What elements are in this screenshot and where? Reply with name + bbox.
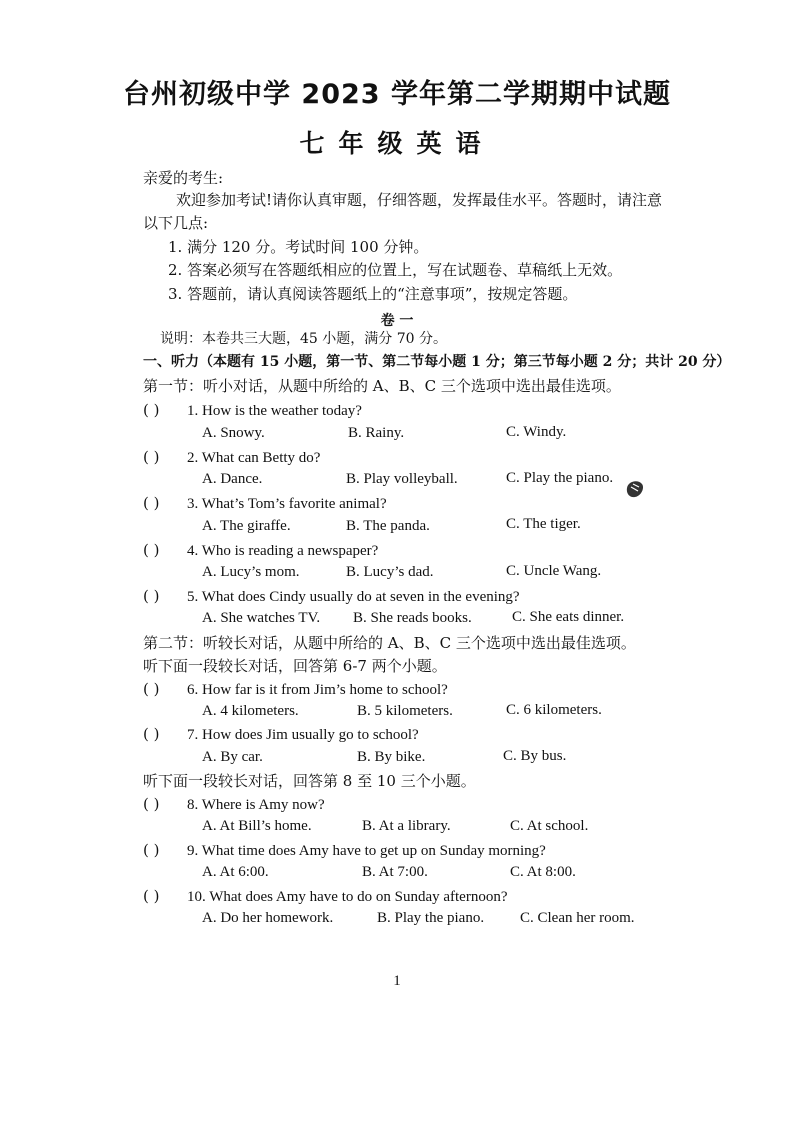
question-4-option-c: C. Uncle Wang. [506,563,602,579]
question-2-option-c: C. Play the piano. [506,470,614,486]
part-one-note: 说明：本卷共三大题，45 小题，满分 70 分。 [160,331,447,347]
note-2: 2. 答案必须写在答题纸相应的位置上，写在试题卷、草稿纸上无效。 [168,261,623,279]
question-8-text: 8. Where is Amy now? [187,797,325,813]
answer-blank: ( ) [143,841,160,859]
question-4-option-a: A. Lucy’s mom. [202,564,300,580]
question-3-option-b: B. The panda. [346,518,430,534]
question-10-option-b: B. Play the piano. [377,910,485,926]
question-2-option-b: B. Play volleyball. [346,471,458,487]
listening-heading: 一、听力（本题有 15 小题，第一节、第二节每小题 1 分；第三节每小题 2 分；共计 20 分） [143,354,731,370]
exam-title: 台州初级中学 2023 学年第二学期期中试题 [123,79,671,110]
question-3-text: 3. What’s Tom’s favorite animal? [187,496,387,512]
greeting: 亲爱的考生: [143,169,224,187]
question-1-option-a: A. Snowy. [202,425,265,441]
note-3: 3. 答题前，请认真阅读答题纸上的“注意事项”，按规定答题。 [168,285,578,303]
section-2-instruction: 第二节：听较长对话，从题中所给的 A、B、C 三个选项中选出最佳选项。 [143,634,636,652]
section-1-instruction: 第一节：听小对话，从题中所给的 A、B、C 三个选项中选出最佳选项。 [143,377,621,395]
question-9-option-a: A. At 6:00. [202,864,269,880]
answer-blank: ( ) [143,448,160,466]
question-10-option-c: C. Clean her room. [520,910,635,926]
question-5-text: 5. What does Cindy usually do at seven in the evening? [187,589,520,605]
question-1-option-c: C. Windy. [506,424,567,440]
answer-blank: ( ) [143,541,160,559]
question-1-text: 1. How is the weather today? [187,403,362,419]
answer-blank: ( ) [143,725,160,743]
question-10-text: 10. What does Amy have to do on Sunday afternoon? [187,889,508,905]
question-1-option-b: B. Rainy. [348,425,405,441]
question-7-option-c: C. By bus. [503,748,567,764]
question-4-text: 4. Who is reading a newspaper? [187,543,379,559]
welcome-line-1: 欢迎参加考试!请你认真审题，仔细答题，发挥最佳水平。答题时，请注意 [176,191,663,209]
question-3-option-a: A. The giraffe. [202,518,291,534]
question-4-option-b: B. Lucy’s dad. [346,564,434,580]
question-2-text: 2. What can Betty do? [187,450,321,466]
question-10-option-a: A. Do her homework. [202,910,334,926]
page-number: 1 [393,973,401,989]
question-9-option-c: C. At 8:00. [510,864,576,880]
question-9-option-b: B. At 7:00. [362,864,428,880]
question-7-text: 7. How does Jim usually go to school? [187,727,419,743]
answer-blank: ( ) [143,494,160,512]
question-5-option-a: A. She watches TV. [202,610,321,626]
exam-subtitle: 七年级英语 [299,129,495,158]
answer-blank: ( ) [143,887,160,905]
question-5-option-c: C. She eats dinner. [512,609,625,625]
ink-smudge-icon [624,478,646,500]
answer-blank: ( ) [143,795,160,813]
dialog-8-10-instruction: 听下面一段较长对话，回答第 8 至 10 三个小题。 [143,772,476,790]
question-3-option-c: C. The tiger. [506,516,581,532]
question-7-option-a: A. By car. [202,749,263,765]
question-7-option-b: B. By bike. [357,749,426,765]
dialog-6-7-instruction: 听下面一段较长对话，回答第 6-7 两个小题。 [143,657,447,675]
welcome-line-2: 以下几点: [143,214,209,232]
answer-blank: ( ) [143,680,160,698]
question-6-option-a: A. 4 kilometers. [202,703,299,719]
question-6-text: 6. How far is it from Jim’s home to school? [187,682,448,698]
answer-blank: ( ) [143,587,160,605]
note-1: 1. 满分 120 分。考试时间 100 分钟。 [168,238,429,256]
answer-blank: ( ) [143,401,160,419]
part-one-label: 卷 一 [380,313,414,329]
question-6-option-c: C. 6 kilometers. [506,702,602,718]
question-6-option-b: B. 5 kilometers. [357,703,453,719]
question-8-option-b: B. At a library. [362,818,451,834]
question-8-option-a: A. At Bill’s home. [202,818,312,834]
question-8-option-c: C. At school. [510,818,589,834]
question-2-option-a: A. Dance. [202,471,263,487]
question-5-option-b: B. She reads books. [353,610,472,626]
question-9-text: 9. What time does Amy have to get up on Sunday morning? [187,843,546,859]
